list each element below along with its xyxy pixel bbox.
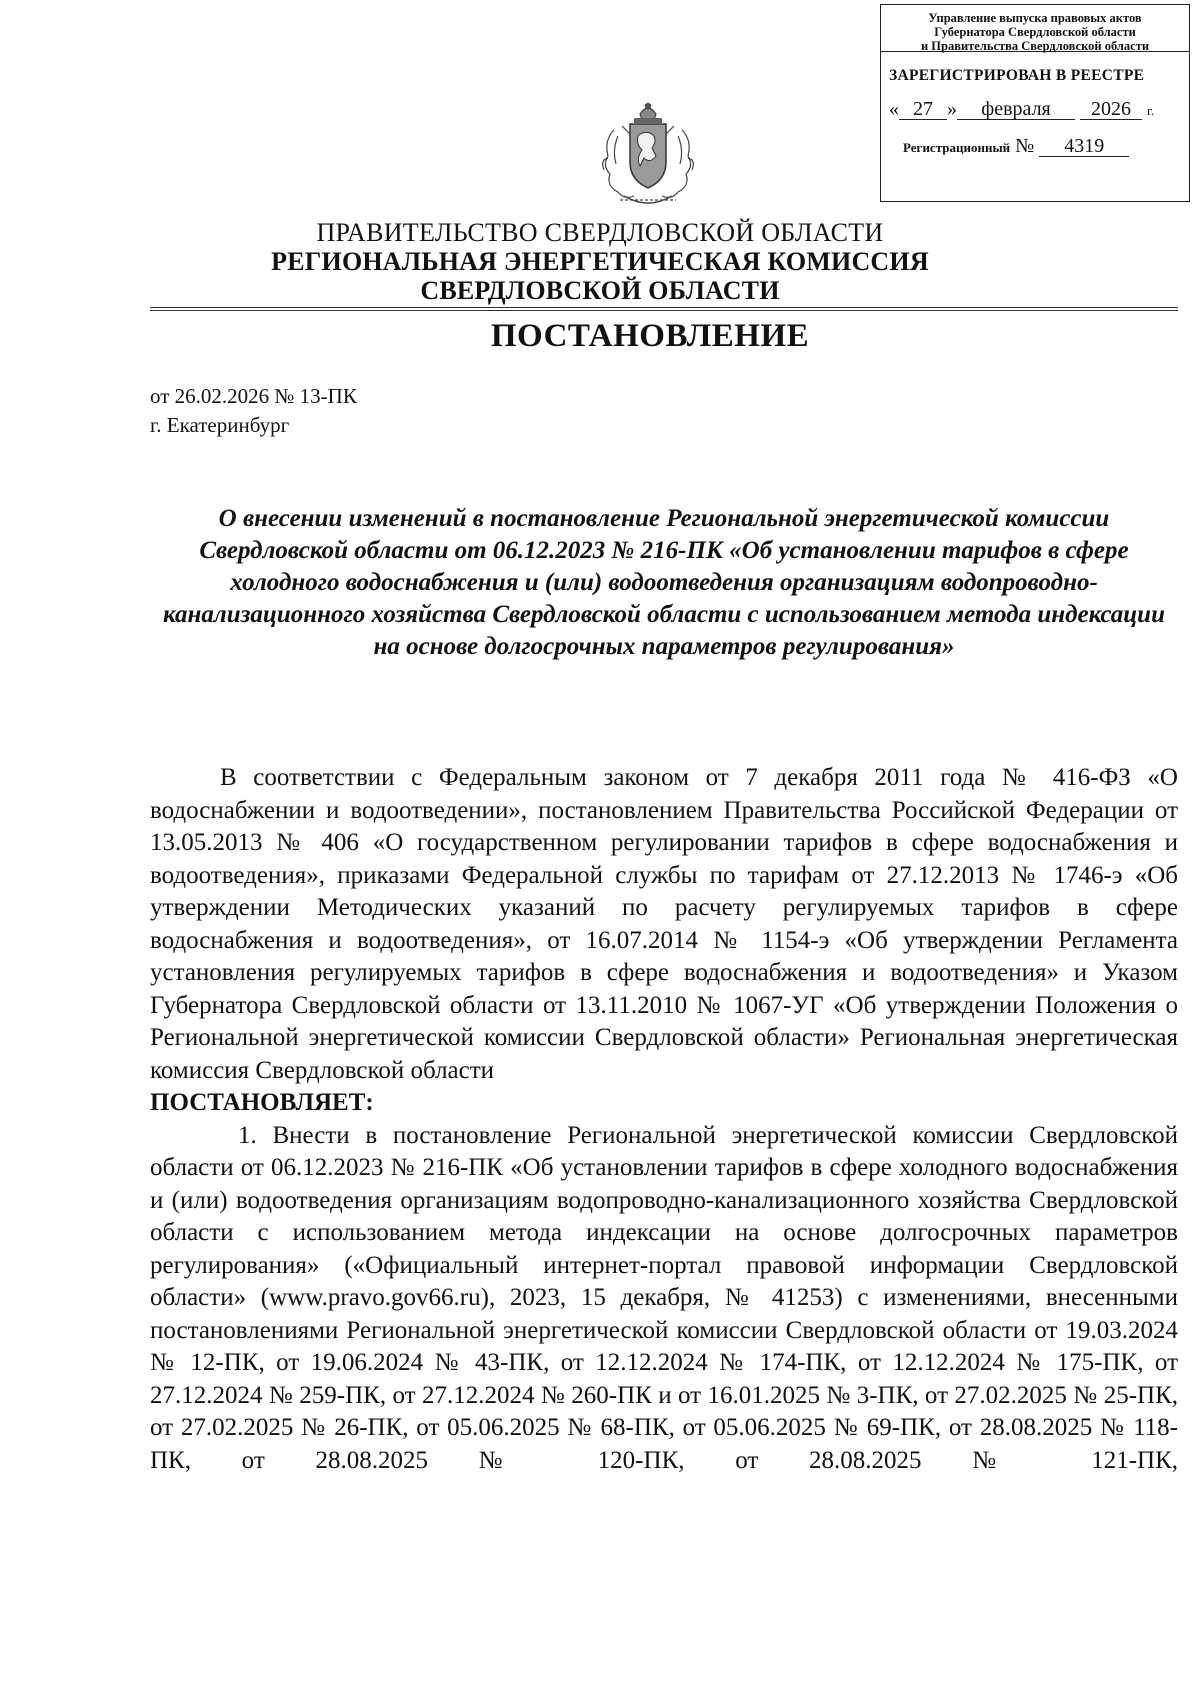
header-rule (150, 310, 1178, 311)
stamp-registered-label: ЗАРЕГИСТРИРОВАН В РЕЕСТРЕ (889, 67, 1145, 84)
registration-stamp (880, 4, 1190, 202)
stamp-header-line: Управление выпуска правовых актов (928, 11, 1142, 25)
item-1-paragraph: 1. Внести в постановление Региональной энергетической комиссии Свердловской области от 06.12.2023 № 216-ПК «Об установлении тарифов в сфере холодного водоснабжения и (или) водоотведения организациям водопроводно-канализационного хозяйства Свердловской области с использованием метода индексации на основе долгосрочных параметров регулирования» («Официальный интернет-портал правовой информации Свердловской области» (www.pravo.gov66.ru), 2023, 15 декабря, № 41253) с изменениями, внесенными постановлениями Региональной энергетической комиссии Свердловской области от 19.03.2024 № 12-ПК, от 19.06.2024 № 43-ПК, от 12.12.2024 № 174-ПК, от 12.12.2024 № 175-ПК, от 27.12.2024 № 259-ПК, от 27.12.2024 № 260-ПК и от 16.01.2025 № 3-ПК, от 27.02.2025 № 25-ПК, от 27.02.2025 № 26-ПК, от 05.06.2025 № 68-ПК, от 05.06.2025 № 69-ПК, от 28.08.2025 № 118-ПК, от 28.08.2025 № 120-ПК, от 28.08.2025 № 121-ПК, (150, 1121, 1178, 1474)
stamp-header-line: Губернатора Свердловской области (934, 25, 1136, 39)
preamble-paragraph: В соответствии с Федеральным законом от 7 декабря 2011 года № 416-ФЗ «О водоснабжении и водоотведении», постановлением Правительства Российской Федерации от 13.05.2013 № 406 «О государственном регулировании тарифов в сфере водоснабжения и водоотведения», приказами Федеральной службы по тарифам от 27.12.2013 № 1746-э «Об утверждении Методических указаний по расчету регулируемых тарифов в сфере водоснабжения и водоотведения», от 16.07.2014 № 1154-э «Об утверждении Регламента установления регулируемых тарифов в сфере водоснабжения и водоотведения» и Указом Губернатора Свердловской области от 13.11.2010 № 1067-УГ «Об утверждении Положения о Региональной энергетической комиссии Свердловской области» Региональная энергетическая комиссия Свердловской области (150, 764, 1178, 1084)
stamp-date: « 27 » февраля 2026 г. (889, 98, 1155, 120)
document-date-number: от 26.02.2026 № 13-ПК (150, 384, 357, 408)
stamp-header-line: и Правительства Свердловской области (920, 39, 1150, 53)
document-city: г. Екатеринбург (150, 413, 290, 437)
header-rule (150, 307, 1178, 308)
commission-name-line2: СВЕРДЛОВСКОЙ ОБЛАСТИ (420, 276, 780, 305)
stamp-reg-number: 4319 (1039, 136, 1129, 157)
stamp-year: 2026 (1080, 99, 1142, 120)
document-subject: О внесении изменений в постановление Региональной энергетической комиссии Свердловской области от 06.12.2023 № 216-ПК «Об установлении тарифов в сфере холодного водоснабжения и (или) водоотведения организациям водопроводно-канализационного хозяйства Свердловской области с использованием метода индексации на основе долгосрочных параметров регулирования» (163, 505, 1165, 660)
stamp-year-suffix: г. (1147, 103, 1155, 118)
government-name: ПРАВИТЕЛЬСТВО СВЕРДЛОВСКОЙ ОБЛАСТИ (316, 218, 884, 247)
stamp-month: февраля (957, 99, 1075, 120)
stamp-num-sign: № (1015, 135, 1035, 157)
document-type-title: ПОСТАНОВЛЕНИЕ (490, 318, 810, 354)
document-body (150, 762, 1178, 1477)
date-line (150, 382, 357, 440)
stamp-header (881, 5, 1189, 52)
resolves-heading: ПОСТАНОВЛЯЕТ: (150, 1089, 374, 1116)
coat-of-arms-emblem (594, 100, 702, 212)
commission-name-line1: РЕГИОНАЛЬНАЯ ЭНЕРГЕТИЧЕСКАЯ КОМИССИЯ (271, 247, 929, 276)
stamp-reg-label: Регистрационный (903, 140, 1011, 155)
stamp-day: 27 (899, 99, 947, 120)
stamp-number-row (881, 121, 1189, 158)
